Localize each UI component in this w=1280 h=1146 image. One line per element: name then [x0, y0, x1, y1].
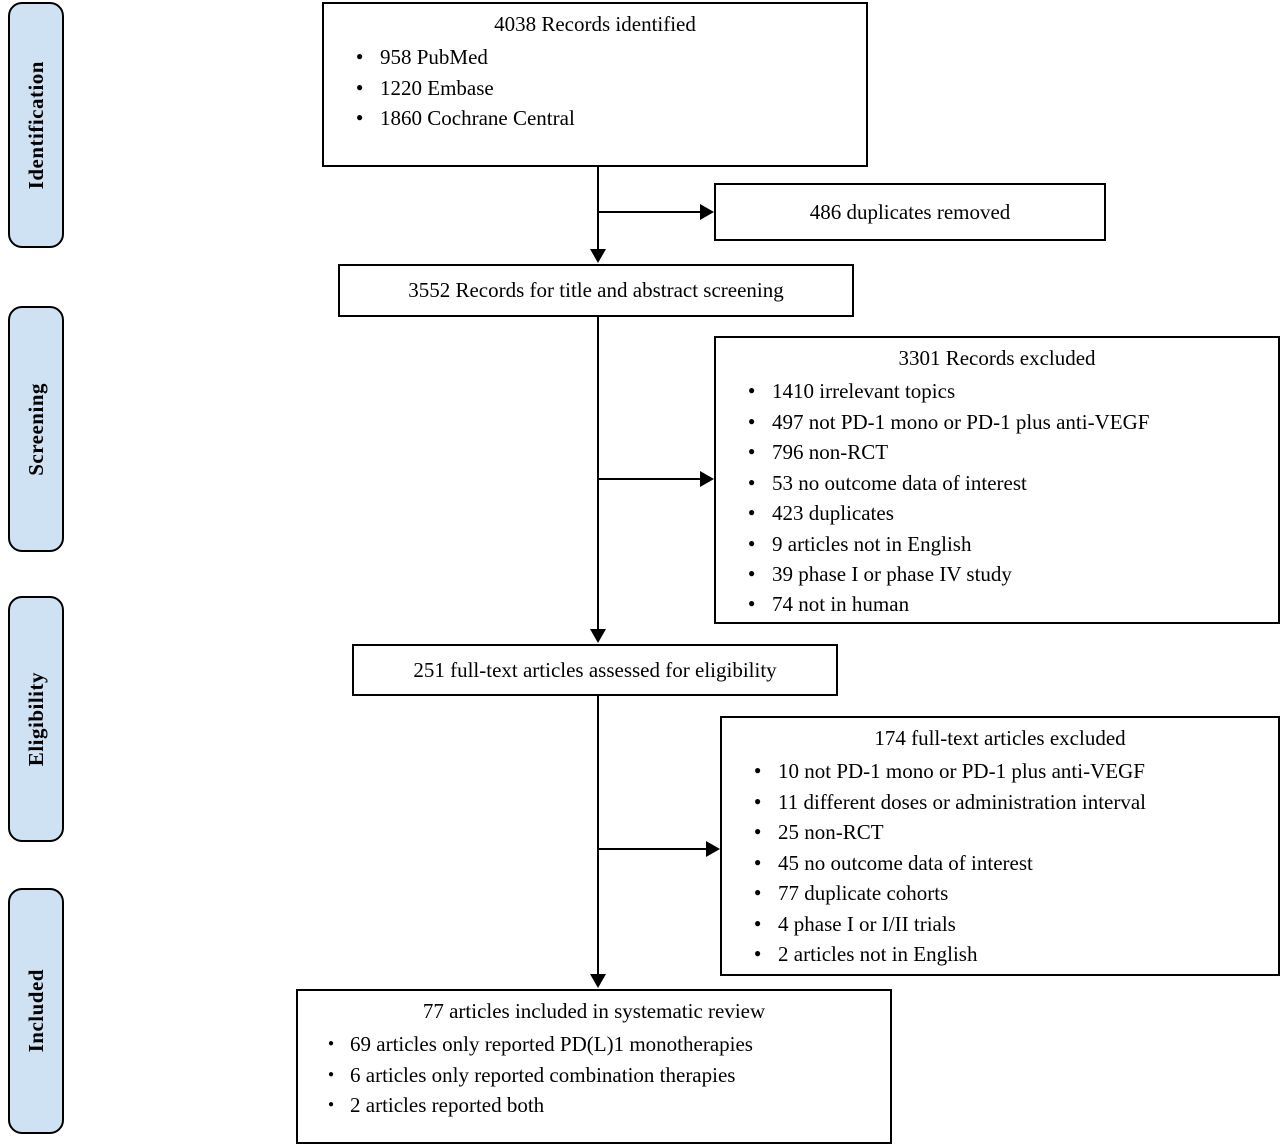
list-item: ● 53 no outcome data of interest	[726, 468, 1268, 498]
list-item: ● 11 different doses or administration interval	[732, 787, 1268, 817]
box-fulltext-excluded-list	[732, 756, 1268, 969]
list-item: ● 10 not PD-1 mono or PD-1 plus anti-VEGF	[732, 756, 1268, 786]
list-item: ● 2 articles not in English	[732, 939, 1268, 969]
arrowhead-down-included	[590, 974, 606, 988]
box-records-identified-headline: 4038 Records identified	[494, 12, 696, 36]
list-item: ● 45 no outcome data of interest	[732, 848, 1268, 878]
stage-label-identification-text: Identification	[23, 60, 48, 190]
stage-label-screening-text: Screening	[23, 382, 48, 476]
box-records-excluded-headline: 3301 Records excluded	[898, 346, 1096, 370]
box-records-identified-list	[334, 42, 856, 133]
connector-to-fulltext-excluded	[597, 848, 706, 850]
stage-label-identification	[8, 2, 64, 248]
box-fulltext-excluded-headline: 174 full-text articles excluded	[874, 726, 1126, 750]
stage-label-included-text: Included	[23, 969, 48, 1053]
list-item: ● 796 non-RCT	[726, 437, 1268, 467]
list-item: ● 4 phase I or I/II trials	[732, 909, 1268, 939]
stage-label-eligibility-text: Eligibility	[23, 671, 48, 767]
connector-fulltext-to-included	[597, 696, 599, 974]
list-item: ● 6 articles only reported combination therapies	[308, 1060, 880, 1090]
list-item: ● 497 not PD-1 mono or PD-1 plus anti-VEGF	[726, 407, 1268, 437]
connector-to-duplicates	[597, 211, 700, 213]
stage-label-eligibility	[8, 596, 64, 842]
box-duplicates-removed	[714, 183, 1106, 241]
arrowhead-right-fulltext-excluded	[706, 841, 720, 857]
list-item: ● 77 duplicate cohorts	[732, 878, 1268, 908]
box-fulltext-assessed	[352, 644, 838, 696]
arrowhead-down-screening	[590, 249, 606, 263]
box-records-identified	[322, 2, 868, 167]
box-articles-included	[296, 989, 892, 1144]
list-item: ● 39 phase I or phase IV study	[726, 559, 1268, 589]
arrowhead-right-duplicates	[700, 204, 714, 220]
box-fulltext-assessed-headline: 251 full-text articles assessed for eligibility	[413, 657, 777, 682]
list-item: ● 958 PubMed	[334, 42, 856, 72]
stage-label-included	[8, 888, 64, 1134]
list-item: ● 1860 Cochrane Central	[334, 103, 856, 133]
arrowhead-down-fulltext	[590, 629, 606, 643]
box-duplicates-removed-headline: 486 duplicates removed	[809, 199, 1011, 224]
connector-identified-to-screening	[597, 167, 599, 249]
box-articles-included-headline: 77 articles included in systematic review	[422, 999, 766, 1023]
box-articles-included-list	[308, 1029, 880, 1120]
connector-to-records-excluded	[597, 478, 700, 480]
stage-label-screening	[8, 306, 64, 552]
box-records-excluded	[714, 336, 1280, 624]
list-item: ● 25 non-RCT	[732, 817, 1268, 847]
box-records-screening	[338, 264, 854, 317]
list-item: ● 2 articles reported both	[308, 1090, 880, 1120]
list-item: ● 9 articles not in English	[726, 529, 1268, 559]
box-fulltext-excluded	[720, 716, 1280, 976]
list-item: ● 74 not in human	[726, 589, 1268, 619]
list-item: ● 69 articles only reported PD(L)1 monotherapies	[308, 1029, 880, 1059]
connector-screening-to-fulltext	[597, 317, 599, 629]
list-item: ● 423 duplicates	[726, 498, 1268, 528]
arrowhead-right-records-excluded	[700, 471, 714, 487]
box-records-screening-headline: 3552 Records for title and abstract screening	[408, 278, 784, 303]
list-item: ● 1220 Embase	[334, 73, 856, 103]
box-records-excluded-list	[726, 376, 1268, 620]
list-item: ● 1410 irrelevant topics	[726, 376, 1268, 406]
